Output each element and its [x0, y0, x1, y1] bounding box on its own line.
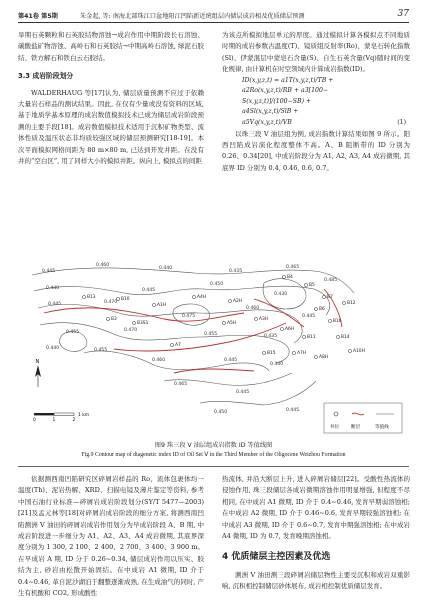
contour-label: 0.470	[124, 328, 138, 333]
contour-label: 0.485	[324, 278, 338, 283]
left-column-top	[18, 30, 204, 167]
well-icon	[292, 351, 295, 354]
contour-labels	[42, 262, 337, 415]
well-label: B5	[309, 283, 315, 288]
well-label: B4	[287, 275, 293, 280]
north-label: N	[35, 359, 40, 365]
well-icon	[254, 317, 257, 320]
contour-label: 0.440	[159, 266, 173, 271]
well-label: A7H	[297, 351, 307, 356]
paragraph: 以珠三段 V 油层组为例, 成岩指数计算结果如图 9 所示。阳西凹陷成岩演化程度整体不高。A、B 阻断带的 ID 分别为 0.26、0.34[20], 中成岩阶段分为 A1, A2, A3, A4 成岩微期, 其底界 ID 分别为 0.4, 0.46, 0.6, 0.7。	[222, 129, 410, 172]
contour-label: 0.445	[236, 390, 250, 395]
caption-divider	[18, 466, 409, 467]
scale-tick: 1	[52, 418, 56, 423]
well-label: A5H	[227, 321, 237, 326]
legend-label: 断层	[351, 425, 361, 430]
well-icon	[116, 297, 119, 300]
well-label: A8H	[319, 355, 329, 360]
well-icon	[314, 307, 317, 310]
contour-label: 0.445	[224, 358, 238, 363]
scale-tick: 0	[33, 418, 36, 423]
well-label: B7	[327, 295, 333, 300]
legend-label: 井位	[330, 425, 340, 430]
equation-line: a4Sl(x,y,z,t)/SlB +	[242, 108, 299, 116]
paragraph: 测洲 Ⅴ 油田测三段碎屑岩储层物性主要受沉积和成岩双重影响, 沉积相控制储层砂体展布, 成岩相控制优质储层发育。	[222, 570, 410, 591]
figure-caption-en: Fig.9 Contour map of diagenetic index ID of Oil Set Ⅴ in the Third Member of the Oligocene Weizhou Formation	[81, 452, 346, 458]
paragraph: 热流体, 并沿大断层上升, 进入碎屑岩储层[22]。受酸性热流体的侵蚀作用, 珠三段储层各成岩微期溶蚀作用明显增强, 但程度不尽相同, 在中成岩 A1 微期, ID 介于 0.4~0.46, 发育早期弱溶蚀相; 在中成岩 A2 微期, ID 介于 0.46~0.6, 发育早期较强溶蚀相; 在中成岩 A3 微期, ID 介于 0.6~0.7, 发育中期强溶蚀相; 在中成岩 A4 微期, ID 为 0.7, 发育晚期溶蚀相。	[222, 475, 410, 541]
well-icon	[222, 321, 225, 324]
contour-line	[84, 351, 269, 371]
north-arrow-icon	[35, 359, 41, 387]
paragraph: WALDERHAUG 等[17]认为, 储层质量预测不应过于依赖大量岩石样品的测试结果。因此, 在仅有少量或没有资料的区域, 基于地质学基本原理的成岩数值模拟技术已成为储层成岩阶段预测的主要手段[18]。成岩数值模拟技术适用于沉积矿物类型、流体性质及温压状态非均质较强区域的储层预测研究[18-19]。本次平面模拟网格间距为 80 m×80 m, 已达到开发井距。在没有井的“空白区”, 用了同样大小的模拟井距。纵向上, 模拟点的间距	[18, 88, 204, 166]
contour-label: 0.440	[46, 286, 60, 291]
page-header	[18, 8, 409, 23]
figure-caption-cn: 图9 珠三段 Ⅴ 油层组成岩指数 ID 等值线图	[154, 442, 273, 449]
well-label: A10H	[353, 349, 365, 354]
scale-tick: 2	[72, 418, 76, 423]
well-label: B10	[121, 297, 130, 302]
equation	[222, 76, 410, 129]
contour-label: 0.445	[142, 288, 156, 293]
contour-line	[34, 286, 330, 315]
well-label: B3S1	[137, 321, 149, 326]
well-icon	[228, 299, 231, 302]
contour-label: 0.465	[174, 382, 188, 387]
scale-unit: 1 km	[78, 413, 90, 418]
well-icon	[282, 275, 285, 278]
well-label: A3H	[259, 317, 269, 322]
contour-label: 0.455	[204, 332, 218, 337]
well-icon	[322, 295, 325, 298]
well-label: A2H	[233, 299, 243, 304]
well-icon	[304, 283, 307, 286]
well-markers	[82, 274, 365, 360]
well-icon	[82, 295, 85, 298]
paragraph: 为该点所模拟地层单元的厚度。通过模拟计算各模拟点不同地质时期的成岩参数古温度(T)、镜质组反射率(Ro)、蒙皂石转化指数(Sl)、伊蒙混层中蒙皂石含量(S)、自生石英含量(Vq)随时间的变化规律, 由计算机在时空领域内计算成岩指数(ID)。	[222, 31, 410, 74]
contour-label: 0.430	[274, 292, 288, 297]
contour-label: 0.460	[152, 358, 166, 363]
equation-line: ID(x,y,z,t) = a1T(x,y,z,t)/TB +	[242, 76, 334, 84]
well-icon	[342, 301, 345, 304]
well-icon	[262, 351, 265, 354]
well-icon	[280, 327, 283, 330]
scale-bar	[33, 412, 89, 423]
legend	[324, 403, 402, 433]
contour-label: 0.435	[264, 334, 278, 339]
well-icon	[336, 335, 339, 338]
fault-line	[44, 308, 244, 321]
contour-label: 0.475	[182, 314, 196, 319]
right-column-top	[222, 30, 410, 174]
contour-label: 0.440	[46, 346, 60, 351]
well-icon	[152, 303, 155, 306]
contour-line	[200, 381, 316, 405]
well-icon	[170, 343, 173, 346]
contour-label: 0.435	[229, 269, 243, 274]
fault-line	[254, 299, 304, 327]
well-icon	[348, 349, 351, 352]
well-label: B14	[341, 335, 350, 340]
page-number: 37	[397, 9, 409, 19]
well-icon	[192, 295, 195, 298]
contour-line	[40, 323, 289, 363]
journal-volume: 第41卷 第5期	[18, 13, 58, 20]
contour-label: 0.460	[96, 263, 110, 268]
well-icon	[132, 321, 135, 324]
well-label: B13	[87, 295, 96, 300]
contour-label: 0.465	[286, 265, 300, 270]
well-label: B6	[319, 307, 325, 312]
contour-map-figure	[24, 253, 406, 436]
contour-label: 0.450	[214, 410, 228, 415]
section-heading: 3.3 成岩阶段划分	[18, 72, 74, 81]
left-column-bottom	[18, 474, 204, 599]
contour-label: 0.460	[246, 306, 260, 311]
paragraph: 旱期石英颗粒和石英胶结物溶蚀→成岩作用中期阶段长石溶蚀、碳酸盐矿物溶蚀、高岭石和石英胶结→中期高岭石溶蚀, 绿泥石胶结、铁方解石和铁白云石胶结。	[18, 31, 204, 62]
fault-lines	[44, 289, 342, 373]
contour-label: 0.455	[66, 330, 80, 335]
well-icon	[328, 319, 331, 322]
well-label: A6H	[285, 327, 295, 332]
legend-label: 等值线	[375, 425, 389, 430]
equation-line: a2Ro(x,y,z,t)/RB + a3[100−	[242, 87, 329, 95]
well-label: B16	[333, 319, 342, 324]
contour-label: 0.450	[210, 282, 224, 287]
right-column-bottom	[222, 474, 410, 593]
contour-label: 0.445	[48, 302, 62, 307]
contour-map	[24, 253, 406, 436]
well-label: B12	[347, 301, 356, 306]
paragraph: 依据测西南凹陷研究区碎屑岩样品的 Ro、流体包裹体均一温度(Th)、泥岩热解、XRD、扫描电镜及薄片鉴定等资料, 参考中国石油行业标准—碎屑岩成岩阶段划分(SY/T 5477—2003)[21]及孟元林等[18]对碎屑岩成岩阶段的细分方案, 将测西南凹陷测洲 Ⅴ 油田的碎屑岩成岩作用划分为早成岩阶段 A、B 期, 中成岩阶段进一步细分为 A1、A2、A3、A4 成岩微期, 其底界深度分别为 1 300, 2 100、2 400、2 700、3 400、3 900 m。在早成岩 A 期, ID 分于 0.26~0.34, 储层成岩作用以压实、胶结为主, 砂岩由松散开始固结。在中成岩 A1 微期, ID 介于 0.4~0.46, 革自泥沙湖泊于翻整逐渐成熟, 在生成油气的同时, 产生有机酸和 CO2, 形成酸性	[18, 475, 204, 598]
contour-label: 0.440	[270, 362, 284, 367]
well-label: A4H	[197, 295, 207, 300]
well-icon	[314, 355, 317, 358]
well-label: A1H	[157, 303, 167, 308]
equation-line: S(x,y,z,t)]/(100−SB) +	[242, 97, 312, 105]
running-title: 朱金起, 等: 南海北部珠江口盆地阳江凹陷新近统组层内储层成岩相及优质储层预测	[80, 13, 305, 20]
contour-label: 0.445	[286, 408, 300, 413]
well-icon	[106, 317, 109, 320]
contour-label: 0.470	[104, 300, 118, 305]
well-label: A7	[175, 343, 181, 348]
section-heading: 4 优质储层主控因素及优选	[222, 552, 331, 563]
contour-label: 0.455	[94, 348, 108, 353]
well-icon	[302, 335, 305, 338]
well-label: B11	[307, 335, 316, 340]
equation-line: a5Vq(x,y,z,t)/VB	[242, 119, 292, 126]
equation-number: (1)	[397, 119, 406, 126]
contour-label: 0.445	[42, 269, 56, 274]
contour-label: 0.445	[302, 314, 316, 319]
well-label: B15	[267, 351, 276, 356]
well-label: B3	[111, 317, 117, 322]
